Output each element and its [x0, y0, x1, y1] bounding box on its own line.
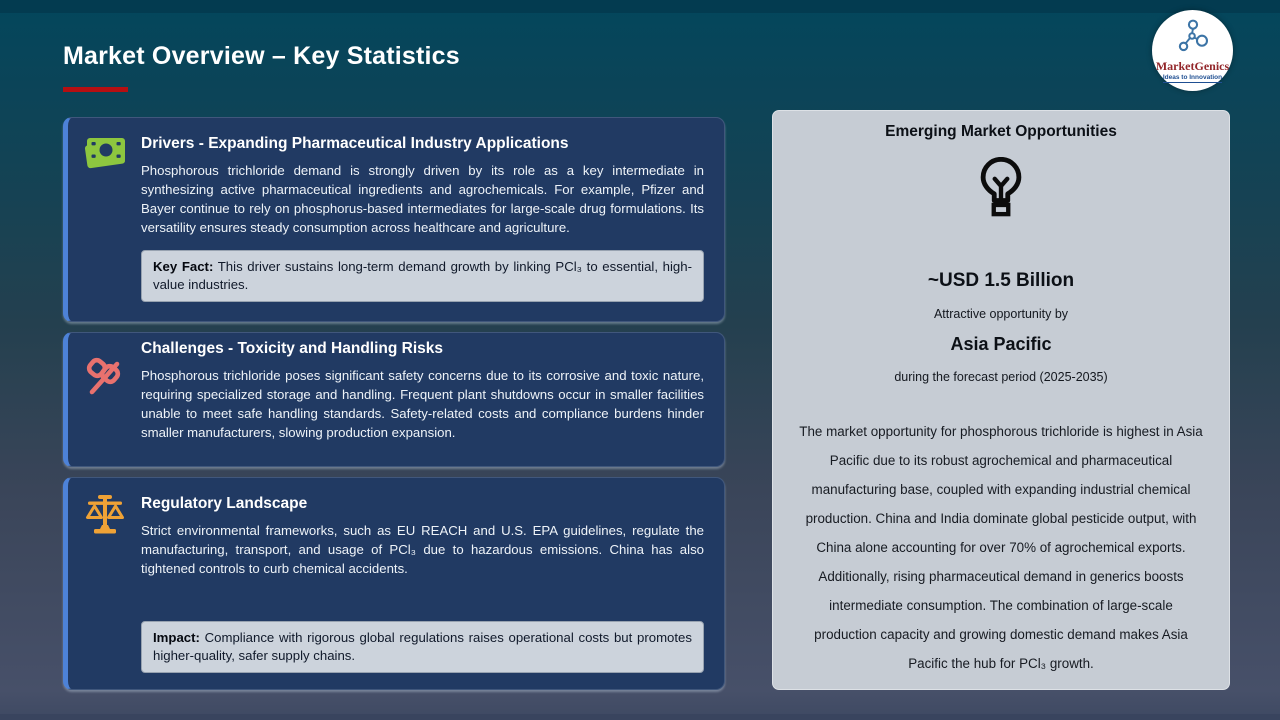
opportunity-region: Asia Pacific: [950, 334, 1052, 354]
logo-tagline: Ideas to Innovation: [1162, 73, 1223, 81]
card-regulatory: [63, 477, 725, 690]
card-heading: Regulatory Landscape: [141, 495, 308, 512]
money-icon: [68, 118, 141, 321]
top-bar: [0, 0, 1280, 13]
key-fact-text: This driver sustains long-term demand growth by linking PCl₃ to essential, high-value industries.: [153, 259, 692, 292]
scales-icon: [68, 478, 141, 689]
opportunities-panel: [772, 110, 1230, 690]
logo-name: MarketGenics: [1155, 58, 1230, 73]
card-body: Phosphorous trichloride demand is strongly driven by its role as a key intermediate in synthesizing active pharmaceutical ingredients and agrochemicals. For example, Pfizer and Bayer continue to rely on phosphorus-based intermediates for large-scale drug formulations. Its versatility ensures steady consumption across healthcare and agriculture.: [141, 163, 704, 235]
impact-text: Compliance with rigorous global regulations raises operational costs but promotes higher-quality, safer supply chains.: [153, 630, 692, 663]
card-body: Strict environmental frameworks, such as EU REACH and U.S. EPA guidelines, regulate the manufacturing, transport, and usage of PCl₃ due to hazardous emissions. China has also tightened controls to curb chemical accidents.: [141, 523, 704, 576]
molecule-icon: [1174, 19, 1212, 58]
opportunity-caption: Attractive opportunity by: [933, 307, 1069, 321]
page-title: Market Overview – Key Statistics: [63, 42, 460, 70]
card-challenges: [63, 332, 725, 467]
title-underline: [63, 87, 128, 92]
key-fact-box: [141, 250, 704, 302]
logo: [1152, 10, 1233, 91]
impact-label: Impact:: [153, 630, 200, 645]
lightbulb-icon: [797, 157, 1205, 226]
card-heading: Challenges - Toxicity and Handling Risks: [141, 340, 444, 357]
forecast-period: during the forecast period (2025-2035): [894, 370, 1108, 384]
card-heading: Drivers - Expanding Pharmaceutical Industry Applications: [141, 135, 569, 152]
left-column: [63, 117, 725, 690]
card-body: Phosphorous trichloride poses significant safety concerns due to its corrosive and toxic nature, requiring specialized storage and handling. Frequent plant shutdowns occur in smaller facilities unable to meet safe handling standards. Safety-related costs and compliance burdens hinder smaller manufacturers, slowing production expansion.: [141, 368, 704, 440]
opportunity-value: ~USD 1.5 Billion: [927, 270, 1075, 291]
key-fact-label: Key Fact:: [153, 259, 214, 274]
impact-box: [141, 621, 704, 673]
broken-link-icon: [68, 333, 141, 466]
opportunity-paragraph: The market opportunity for phosphorous trichloride is highest in Asia Pacific due to its robust agrochemical and pharmaceutical manufacturing base, coupled with expanding industrial chemical production. China and India dominate global pesticide output, with China alone accounting for over 70% of agrochemical exports. Additionally, rising pharmaceutical demand in generics boosts intermediate consumption. The combination of large-scale production capacity and growing domestic demand makes Asia Pacific the hub for PCl₃ growth.: [799, 424, 1203, 671]
card-drivers: [63, 117, 725, 322]
panel-title: Emerging Market Opportunities: [885, 123, 1117, 140]
bottom-bar: [0, 714, 1280, 720]
